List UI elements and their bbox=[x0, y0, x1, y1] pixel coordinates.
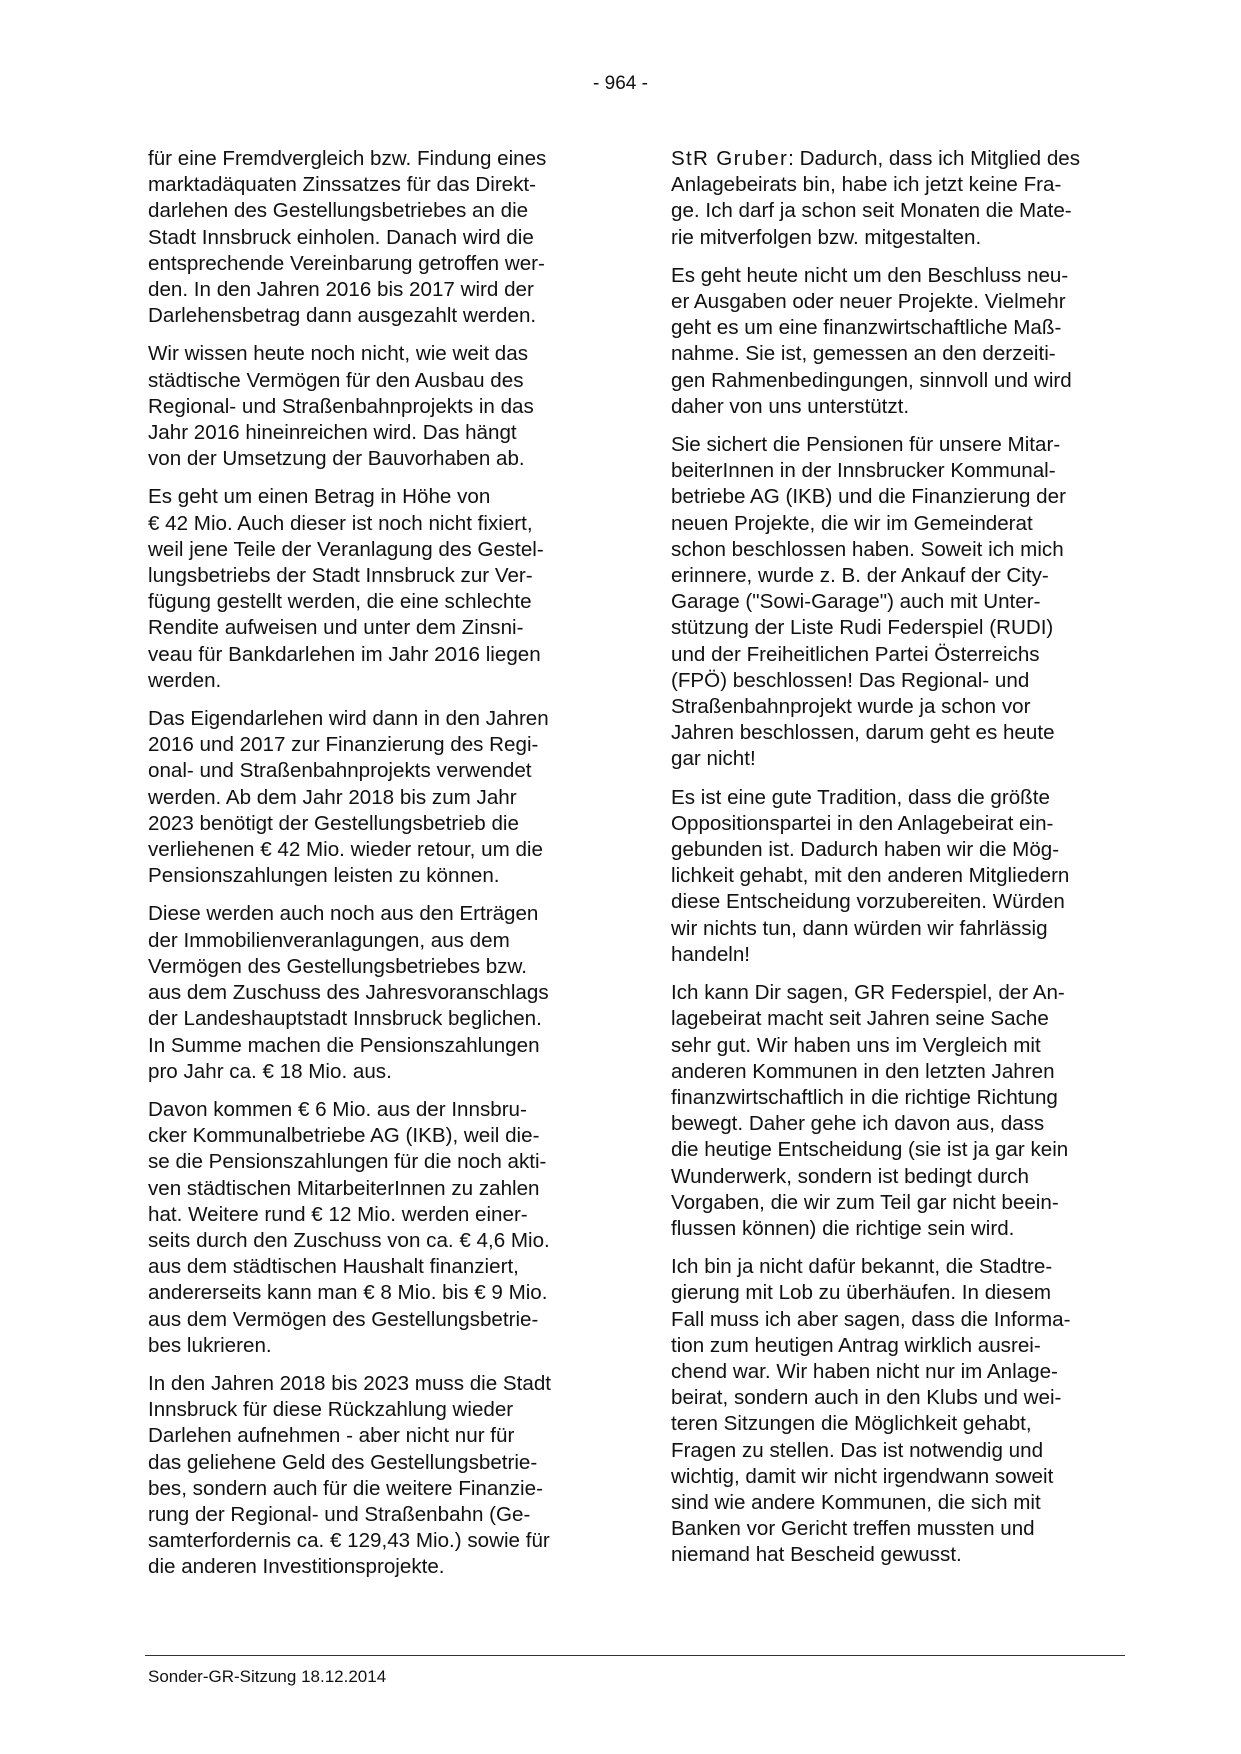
speaker-name: StR Gruber bbox=[671, 147, 789, 170]
footer-session-label: Sonder-GR-Sitzung 18.12.2014 bbox=[148, 1667, 387, 1686]
speaker-paragraph bbox=[671, 146, 1127, 251]
paragraph: Ich kann Dir sagen, GR Federspiel, der An- lagebeirat macht seit Jahren seine Sache sehr gut. Wir haben uns im Vergleich mit anderen Kommunen in den letzten Jahren finanzwirtschaftlich in die richtige Richtung bewegt. Daher gehe ich davon aus, dass die heutige Entscheidung (sie ist ja gar kein Wunderwerk, sondern ist bedingt durch Vorgaben, die wir zum Teil gar nicht beein- flussen können) die richtige sein wird. bbox=[671, 981, 1069, 1240]
paragraph: Das Eigendarlehen wird dann in den Jahren 2016 und 2017 zur Finanzierung des Regi- onal- und Straßenbahnprojekts verwendet werden. Ab dem Jahr 2018 bis zum Jahr 2023 benötigt der Gestellungsbetrieb die verliehenen € 42 Mio. wieder retour, um die Pensionszahlungen leisten zu können. bbox=[148, 707, 549, 888]
footer-divider bbox=[145, 1655, 1125, 1656]
paragraph: Es geht um einen Betrag in Höhe von € 42 Mio. Auch dieser ist noch nicht fixiert, weil jene Teile der Veranlagung des Gestel- lungsbetriebs der Stadt Innsbruck zur Ver- fügung gestellt werden, die eine schlechte Rendite aufweisen und unter dem Zinsni- veau für Bankdarlehen im Jahr 2016 liegen werden. bbox=[148, 485, 544, 692]
paragraph: für eine Fremdvergleich bzw. Findung eines marktadäquaten Zinssatzes für das Direkt- darlehen des Gestellungsbetriebes an die Stadt Innsbruck einholen. Danach wird die entsprechende Vereinbarung getroffen wer- den. In den Jahren 2016 bis 2017 wird der Darlehensbetrag dann ausgezahlt werden. bbox=[148, 147, 547, 328]
left-column bbox=[148, 146, 604, 1593]
right-column bbox=[671, 146, 1127, 1581]
paragraph: Es geht heute nicht um den Beschluss neu- er Ausgaben oder neuer Projekte. Vielmehr geht es um eine finanzwirtschaftliche Maß- nahme. Sie ist, gemessen an den derzeiti- gen Rahmenbedingungen, sinnvoll und wird daher von uns unterstützt. bbox=[671, 263, 1072, 418]
paragraph: Es ist eine gute Tradition, dass die größte Oppositionspartei in den Anlagebeirat ein- gebunden ist. Dadurch haben wir die Mög- lichkeit gehabt, mit den anderen Mitgliedern diese Entscheidung vorzubereiten. Würden wir nichts tun, dann würden wir fahrlässig handeln! bbox=[671, 785, 1070, 966]
speaker-text: : Dadurch, dass ich Mitglied des Anlagebeirats bin, habe ich jetzt keine Fra- ge. Ich darf ja schon seit Monaten die Mate- rie mitverfolgen bzw. mitgestalten. bbox=[671, 147, 1081, 249]
paragraph: In den Jahren 2018 bis 2023 muss die Stadt Innsbruck für diese Rückzahlung wieder Darlehen aufnehmen - aber nicht nur für das geliehene Geld des Gestellungsbetrie- bes, sondern auch für die weitere Finanzie- rung der Regional- und Straßenbahn (Ge- samterfordernis ca. € 129,43 Mio.) sowie für die anderen Investitionsprojekte. bbox=[148, 1371, 551, 1579]
paragraph: Sie sichert die Pensionen für unsere Mitar- beiterInnen in der Innsbrucker Kommunal- betriebe AG (IKB) und die Finanzierung der neuen Projekte, die wir im Gemeinderat schon beschlossen haben. Soweit ich mich erinnere, wurde z. B. der Ankauf der City- Garage ("Sowi-Garage") auch mit Unter- stützung der Liste Rudi Federspiel (RUDI) und der Freiheitlichen Partei Österreichs (FPÖ) beschlossen! Das Regional- und Straßenbahnprojekt wurde ja schon vor Jahren beschlossen, darum geht es heute gar nicht! bbox=[671, 433, 1066, 771]
paragraph: Diese werden auch noch aus den Erträgen der Immobilienveranlagungen, aus dem Vermögen des Gestellungsbetriebes bzw. aus dem Zuschuss des Jahresvoranschlags der Landeshauptstadt Innsbruck beglichen. In Summe machen die Pensionszahlungen pro Jahr ca. € 18 Mio. aus. bbox=[148, 902, 549, 1083]
page-number: - 964 - bbox=[593, 73, 648, 94]
paragraph: Ich bin ja nicht dafür bekannt, die Stadtre- gierung mit Lob zu überhäufen. In diesem Fall muss ich aber sagen, dass die Informa- tion zum heutigen Antrag wirklich ausrei- chend war. Wir haben nicht nur im Anlage- beirat, sondern auch in den Klubs und wei- teren Sitzungen die Möglichkeit gehabt, Fragen zu stellen. Das ist notwendig und wichtig, damit wir nicht irgendwann soweit sind wie andere Kommunen, die sich mit Banken vor Gericht treffen mussten und niemand hat Bescheid gewusst. bbox=[671, 1255, 1071, 1567]
paragraph: Wir wissen heute noch nicht, wie weit das städtische Vermögen für den Ausbau des Regional- und Straßenbahnprojekts in das Jahr 2016 hineinreichen wird. Das hängt von der Umsetzung der Bauvorhaben ab. bbox=[148, 342, 534, 471]
paragraph: Davon kommen € 6 Mio. aus der Innsbru- cker Kommunalbetriebe AG (IKB), weil die- se die Pensionszahlungen für die noch akti- ven städtischen MitarbeiterInnen zu zahlen hat. Weitere rund € 12 Mio. werden einer- seits durch den Zuschuss von ca. € 4,6 Mio. aus dem städtischen Haushalt finanziert, andererseits kann man € 8 Mio. bis € 9 Mio. aus dem Vermögen des Gestellungsbetrie- bes lukrieren. bbox=[148, 1097, 550, 1357]
